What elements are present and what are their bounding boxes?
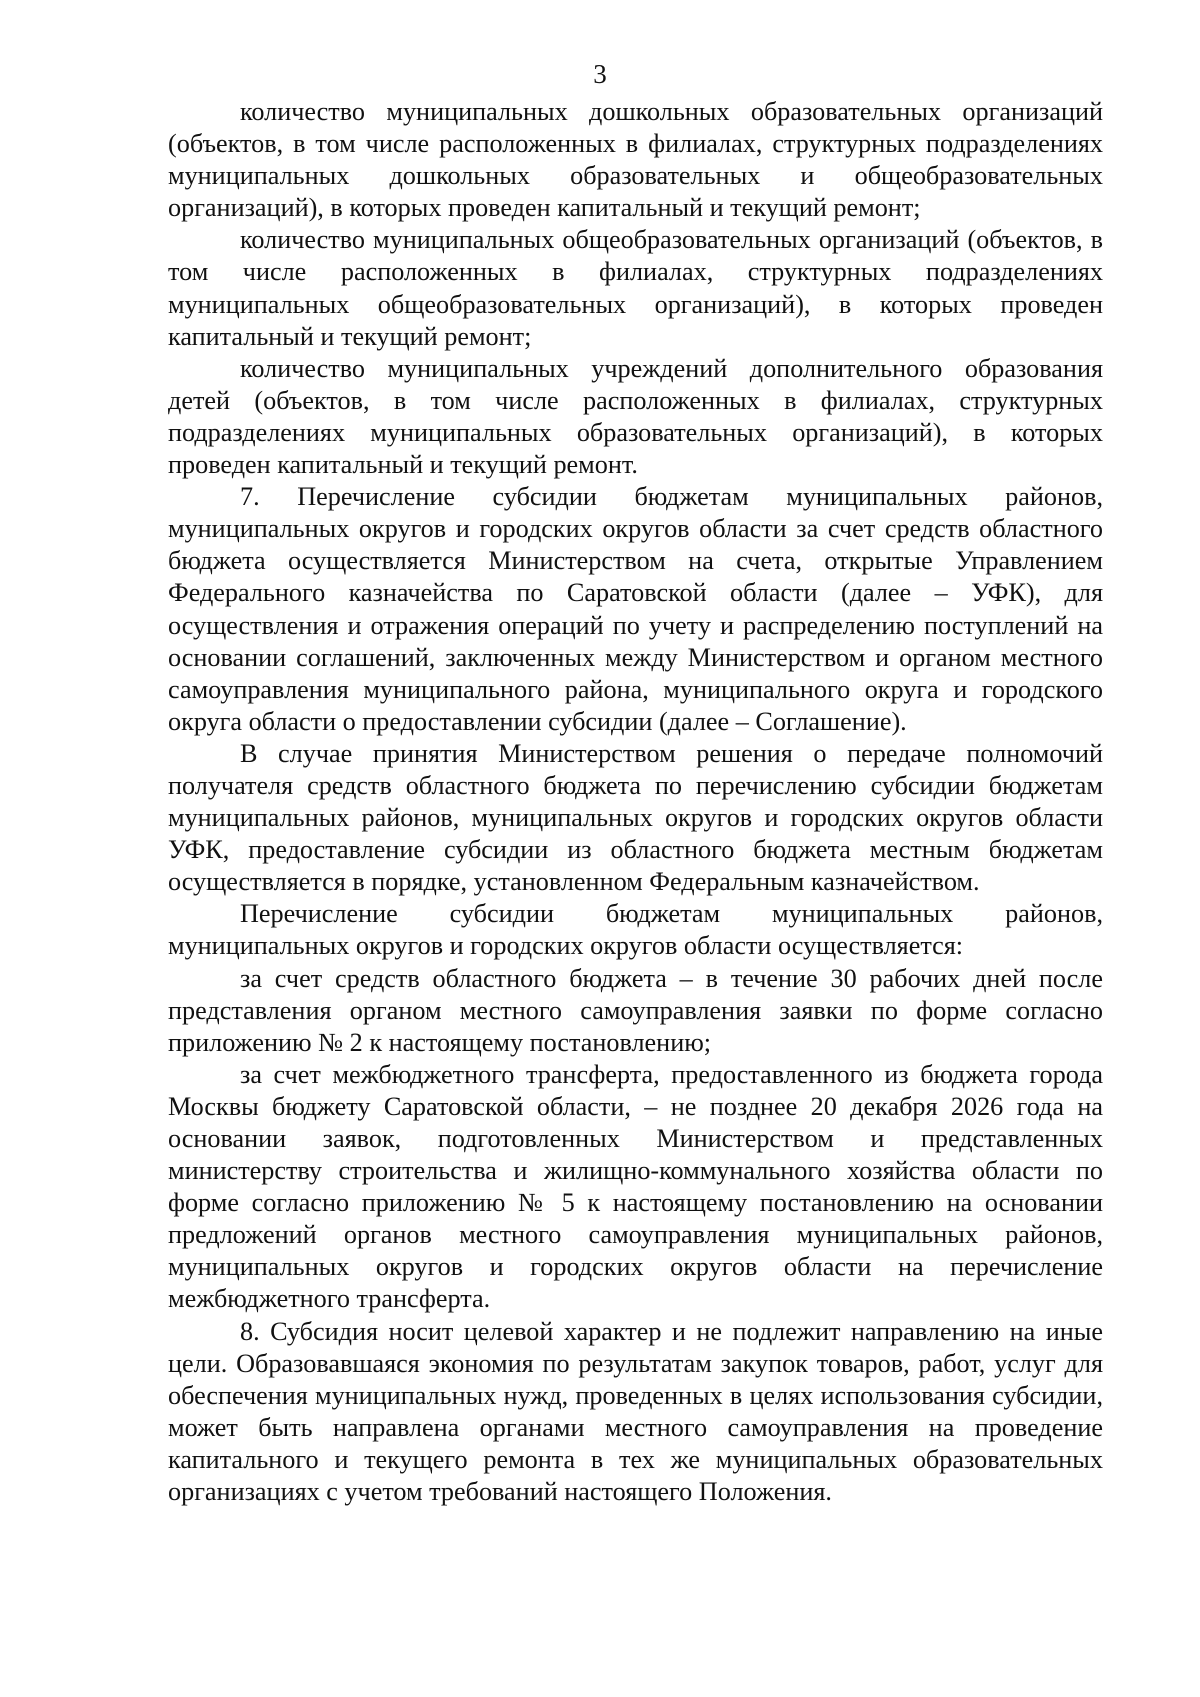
paragraph-additional-education-count: количество муниципальных учреждений дополнительного образования детей (объектов, в том числе расположенных в филиалах, структурных подразделениях муниципальных образовательных организаций), в которых проведен капитальный и текущий ремонт.	[168, 353, 1103, 480]
document-body	[168, 96, 1103, 1508]
paragraph-delegation-of-powers: В случае принятия Министерством решения о передаче полномочий получателя средств областного бюджета по перечислению субсидии бюджетам муниципальных районов, муниципальных округов и городских округов области УФК, предоставление субсидии из областного бюджета местным бюджетам осуществляется в порядке, установленном Федеральным казначейством.	[168, 738, 1103, 897]
paragraph-preschool-count: количество муниципальных дошкольных образовательных организаций (объектов, в том числе расположенных в филиалах, структурных подразделениях муниципальных дошкольных образовательных и общеобразовательных организаций), в которых проведен капитальный и текущий ремонт;	[168, 97, 1103, 223]
paragraph-regional-budget-transfer: за счет средств областного бюджета – в течение 30 рабочих дней после представления органом местного самоуправления заявки по форме согласно приложению № 2 к настоящему постановлению;	[168, 963, 1103, 1057]
page-number: 3	[593, 59, 607, 89]
paragraph-transfer-intro: Перечисление субсидии бюджетам муниципальных районов, муниципальных округов и городских округов области осуществляется:	[168, 899, 1103, 961]
paragraph-interbudget-transfer: за счет межбюджетного трансферта, предоставленного из бюджета города Москвы бюджету Саратовской области, – не позднее 20 декабря 2026 года на основании заявок, подготовленных Министерством и представленных министерству строительства и жилищно-коммунального хозяйства области по форме согласно приложению № 5 к настоящему постановлению на основании предложений органов местного самоуправления муниципальных районов, муниципальных округов и городских округов области на перечисление межбюджетного трансферта.	[168, 1059, 1103, 1314]
paragraph-item-8: 8. Субсидия носит целевой характер и не подлежит направлению на иные цели. Образовавшаяся экономия по результатам закупок товаров, работ, услуг для обеспечения муниципальных нужд, проведенных в целях использования субсидии, может быть направлена органами местного самоуправления на проведение капитального и текущего ремонта в тех же муниципальных образовательных организациях с учетом требований настоящего Положения.	[168, 1316, 1103, 1507]
paragraph-general-education-count: количество муниципальных общеобразовательных организаций (объектов, в том числе расположенных в филиалах, структурных подразделениях муниципальных общеобразовательных организаций), в которых проведен капитальный и текущий ремонт;	[168, 225, 1103, 351]
paragraph-item-7: 7. Перечисление субсидии бюджетам муниципальных районов, муниципальных округов и городских округов области за счет средств областного бюджета осуществляется Министерством на счета, открытые Управлением Федерального казначейства по Саратовской области (далее – УФК), для осуществления и отражения операций по учету и распределению поступлений на основании соглашений, заключенных между Министерством и органом местного самоуправления муниципального района, муниципального округа и городского округа области о предоставлении субсидии (далее – Соглашение).	[168, 482, 1103, 736]
